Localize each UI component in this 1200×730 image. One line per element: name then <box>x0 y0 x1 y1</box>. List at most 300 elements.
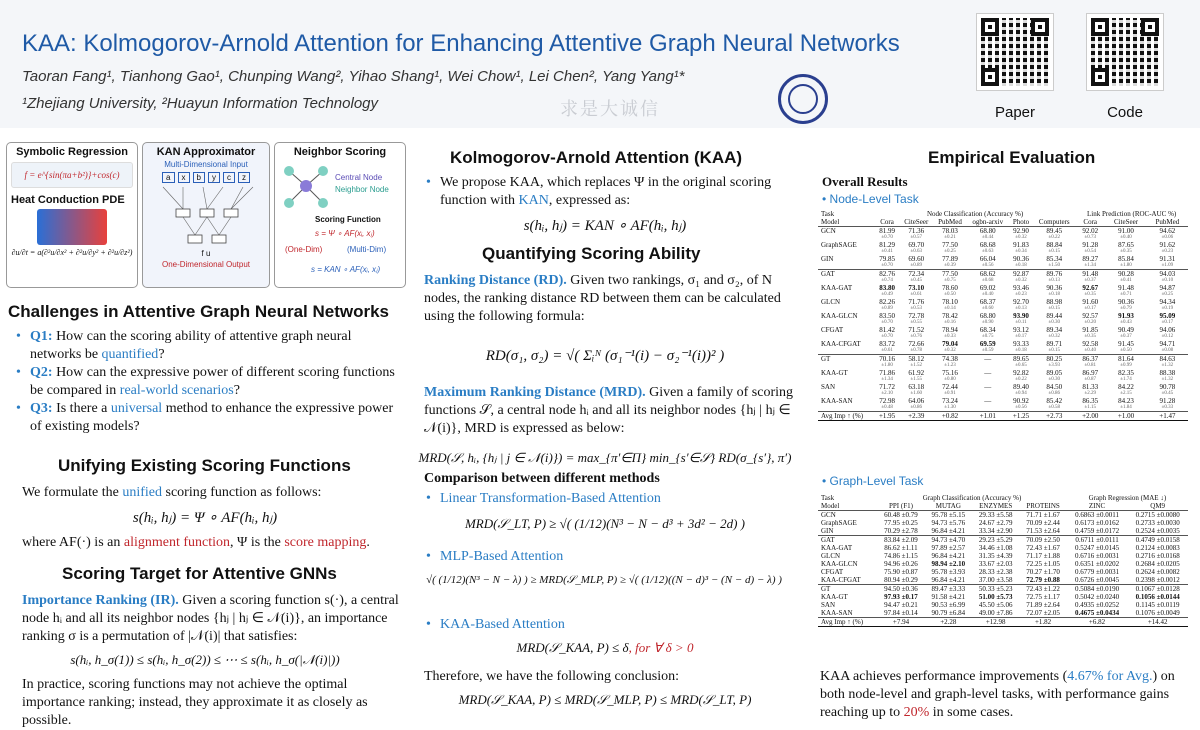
neighbor-scoring-panel <box>274 142 406 288</box>
table-cell: 92.87 <box>1009 270 1034 279</box>
table-column-header: PPI (F1) <box>889 502 913 510</box>
table-column-header: CiteSeer <box>904 218 929 226</box>
table-cell: 0.6173 ±0.0162 <box>1074 519 1120 527</box>
table-cell: 0.5247 ±0.0145 <box>1074 544 1120 552</box>
neighbor-scoring-title: Neighbor Scoring <box>293 146 387 158</box>
mrd-label: Maximum Ranking Distance (MRD). <box>424 385 646 400</box>
table-std-cell: ±0.80 <box>944 377 956 382</box>
table-cell: 94.06 <box>1159 326 1176 334</box>
table-cell: 94.50 ±0.36 <box>877 585 924 594</box>
table-std-cell: ±0.54 <box>1084 249 1096 254</box>
table-std-cell: ±0.50 <box>944 292 956 297</box>
table-row-model: KAA-GAT <box>821 544 853 552</box>
table-std-cell: ±0.41 <box>1120 278 1132 283</box>
table-group-header: Node Classification (Accuracy %) <box>926 210 1024 218</box>
table-cell: 78.94 <box>942 326 958 334</box>
blackboard-icon <box>11 162 133 188</box>
table-cell: 63.18 <box>908 383 925 391</box>
score-mapping-highlight: score mapping <box>284 535 367 550</box>
table-std-cell: ±0.89 <box>910 263 923 268</box>
mlp-equation: √( (1/12)(N³ − N − λ) ) ≥ MRD(𝒮_MLP, P) ≥ √( (1/12)((N − d)³ − (N − d) − λ) ) <box>426 574 782 586</box>
ir-label: Importance Ranking (IR). <box>22 593 179 608</box>
unify-text: We formulate the <box>22 485 123 500</box>
table-cell: 87.65 <box>1118 241 1134 249</box>
table-std-cell: ±0.10 <box>1161 278 1174 283</box>
table-row <box>818 298 1188 306</box>
table-cell: 94.73 ±4.70 <box>925 536 972 545</box>
table-cell: 71.76 <box>908 298 925 306</box>
table-cell: 37.00 ±3.58 <box>978 576 1013 584</box>
table-cell: 85.84 <box>1118 255 1134 263</box>
table-column-header: ogbn-arxiv <box>972 218 1004 226</box>
node-level-table-wrap <box>818 210 1188 421</box>
table-cell: 95.09 <box>1159 312 1176 320</box>
table-cell: 81.42 <box>879 326 895 334</box>
table-cell: 71.36 <box>899 227 933 236</box>
table-cell: 86.35 <box>1082 397 1099 405</box>
table-cell: 72.07 ±2.05 <box>1026 609 1060 617</box>
table-cell: 73.10 <box>908 284 925 292</box>
table-std-cell: ±0.40 <box>981 292 994 297</box>
table-cell: 71.89 ±2.64 <box>1026 601 1060 609</box>
table-cell: 84.63 <box>1147 355 1188 364</box>
table-row-model: KAA-CFGAT <box>821 340 861 348</box>
table-std-cell: ±0.56 <box>981 263 994 268</box>
overview-figure <box>6 142 406 290</box>
table-cell: 72.66 <box>908 340 925 348</box>
table-model-header: Model <box>821 502 840 510</box>
table-cell: — <box>984 397 992 405</box>
table-cell: 68.68 <box>979 241 996 249</box>
table-std-cell: ±0.33 <box>944 334 956 339</box>
table-std-cell: ±0.73 <box>1084 235 1096 240</box>
quantifying-heading: Quantifying Scoring Ability <box>482 244 701 263</box>
neighbor-node-legend: Neighbor Node <box>335 185 389 194</box>
table-cell: 51.00 ±5.73 <box>978 593 1013 601</box>
kaa-intro-text: , expressed as: <box>548 193 631 208</box>
table-std-cell: ±1.34 <box>881 377 893 382</box>
table-cell: 89.45 <box>1033 227 1075 236</box>
table-std-cell: ±0.68 <box>981 278 994 283</box>
table-cell: 94.96 ±0.26 <box>884 560 918 568</box>
table-cell: 85.34 <box>1046 255 1063 263</box>
table-cell: 72.79 ±0.88 <box>1026 576 1060 584</box>
table-row-model: GAT <box>818 270 875 279</box>
table-std-cell: ±0.89 <box>881 306 893 311</box>
table-cell: 0.2715 ±0.0080 <box>1127 511 1188 520</box>
table-std-cell: ±0.70 <box>881 263 893 268</box>
table-cell: 94.03 <box>1147 270 1188 279</box>
table-cell: +1.95 <box>875 412 899 421</box>
table-cell: 97.84 ±0.14 <box>884 609 918 617</box>
table-cell: 71.71 ±1.67 <box>1019 511 1066 520</box>
table-std-cell: ±0.22 <box>1015 377 1027 382</box>
table-cell: 69.60 <box>908 255 925 263</box>
table-std-cell: ±0.08 <box>1161 348 1174 353</box>
table-cell: 0.6863 ±0.0011 <box>1067 511 1128 520</box>
table-cell: 72.34 <box>899 270 933 279</box>
table-cell: +1.47 <box>1147 412 1188 421</box>
table-cell: 80.25 <box>1033 355 1075 364</box>
table-cell: 71.72 <box>879 383 895 391</box>
table-row-model: KAA-GLCN <box>821 560 858 568</box>
table-row-model: KAA-SAN <box>821 609 853 617</box>
table-std-cell: ±1.60 <box>910 391 923 396</box>
graph-level-text: Graph-Level Task <box>829 474 924 488</box>
q2-text: How can the expressive power of different scoring functions be compared in <box>30 365 395 398</box>
input-nodes <box>143 172 269 183</box>
symbolic-regression-panel <box>6 142 138 288</box>
table-std-cell: ±0.76 <box>910 334 923 339</box>
table-cell: 60.48 ±0.79 <box>877 511 924 520</box>
kaa-equation: s(hᵢ, hⱼ) = KAN ∘ AF(hᵢ, hⱼ) <box>523 218 687 234</box>
table-model-header: Model <box>821 218 840 226</box>
table-std-cell: ±0.32 <box>1015 235 1027 240</box>
table-row <box>818 255 1188 263</box>
lt-method-list <box>410 490 800 508</box>
table-std-cell: ±0.70 <box>881 334 893 339</box>
table-cell: 89.05 <box>1046 369 1063 377</box>
kaa-method-label: • KAA-Based Attention <box>440 616 800 634</box>
table-cell: 90.49 <box>1118 326 1134 334</box>
table-cell: 91.28 <box>1082 241 1099 249</box>
unify-text: , Ψ is the <box>230 535 285 550</box>
table-cell: 0.1056 ±0.0144 <box>1135 593 1180 601</box>
input-node: c <box>223 172 235 183</box>
table-row-model: Avg Imp ↑ (%) <box>818 618 877 627</box>
table-group-header: Graph Classification (Accuracy %) <box>922 494 1022 502</box>
table-cell: 69.02 <box>979 284 996 292</box>
table-cell: 68.80 <box>967 227 1009 236</box>
table-row <box>818 412 1188 421</box>
table-cell: 83.50 <box>879 312 895 320</box>
table-cell: 89.34 <box>1046 326 1063 334</box>
table-cell: 28.33 ±2.38 <box>978 568 1013 576</box>
right-column <box>808 140 1200 720</box>
table-cell: — <box>984 369 992 377</box>
table-cell: 0.4759 ±0.0172 <box>1074 527 1120 535</box>
table-std-cell: ±0.61 <box>881 348 893 353</box>
table-row <box>818 326 1188 334</box>
input-node: a <box>162 172 174 183</box>
table-row <box>818 544 1188 552</box>
table-cell: 0.4675 ±0.0434 <box>1074 609 1120 617</box>
table-cell: 77.50 <box>933 270 967 279</box>
one-dim-output-label: One-Dimensional Output <box>161 260 251 269</box>
q3-text: Is there a <box>52 401 111 416</box>
table-column-header: Cora <box>1083 218 1098 226</box>
table-std-cell: ±0.81 <box>1084 363 1096 368</box>
table-cell: 72.25 ±1.05 <box>1026 560 1060 568</box>
table-std-cell: ±0.58 <box>1048 405 1061 410</box>
table-cell: 88.84 <box>1046 241 1063 249</box>
table-std-cell: ±0.86 <box>910 405 923 410</box>
table-row-model: GCN <box>818 227 875 236</box>
table-row-model: SAN <box>821 383 836 391</box>
table-cell: 49.00 ±7.86 <box>978 609 1013 617</box>
table-std-cell: ±0.25 <box>1161 292 1174 297</box>
table-row <box>818 241 1188 249</box>
table-row <box>818 397 1188 405</box>
table-cell: 90.79 ±6.84 <box>931 609 966 617</box>
table-cell: 82.76 <box>875 270 899 279</box>
table-cell: 89.47 ±3.33 <box>925 585 972 594</box>
table-std-cell: ±0.15 <box>1048 306 1061 311</box>
input-node: y <box>208 172 220 183</box>
rd-label: Ranking Distance (RD). <box>424 273 567 288</box>
table-std-cell: ±0.61 <box>910 292 923 297</box>
table-std-cell: ±0.14 <box>944 306 956 311</box>
table-cell: 71.17 ±1.88 <box>1026 552 1060 560</box>
table-row <box>818 568 1188 576</box>
table-row <box>818 585 1188 594</box>
table-row <box>818 527 1188 536</box>
kaa-method-list <box>410 616 800 634</box>
table-row-model: GIN <box>821 527 834 535</box>
table-std-cell: ±0.33 <box>1161 405 1174 410</box>
table-row-model: SAN <box>821 601 836 609</box>
table-std-cell: ±1.50 <box>1048 263 1061 268</box>
table-cell: 93.33 <box>1013 340 1029 348</box>
table-cell: 68.34 <box>979 326 996 334</box>
table-std-cell: ±1.15 <box>1084 405 1096 410</box>
table-std-cell: ±3.93 <box>1048 363 1061 368</box>
table-row <box>818 560 1188 568</box>
table-std-cell: ±0.30 <box>1048 377 1061 382</box>
table-cell: 64.06 <box>908 397 925 405</box>
conclusion-equation: MRD(𝒮_KAA, P) ≤ MRD(𝒮_MLP, P) ≤ MRD(𝒮_LT, P) <box>458 692 752 707</box>
table-cell: 71.86 <box>879 369 895 377</box>
lt-method-label: • Linear Transformation-Based Attention <box>440 490 800 508</box>
table-std-cell: ±0.87 <box>1084 377 1096 382</box>
table-cell: 0.2624 ±0.0082 <box>1135 568 1180 576</box>
table-column-header: Computers <box>1038 218 1070 226</box>
table-cell: 89.40 <box>1013 383 1029 391</box>
alignment-function-highlight: alignment function <box>123 535 231 550</box>
table-row-model: KAA-GT <box>821 593 848 601</box>
table-cell: 82.26 <box>879 298 895 306</box>
table-cell: 89.76 <box>1033 270 1075 279</box>
table-std-cell: ±1.80 <box>1120 263 1132 268</box>
symbolic-regression-title: Symbolic Regression <box>16 146 128 158</box>
table-cell: 92.58 <box>1082 340 1099 348</box>
table-row-model: GLCN <box>821 298 841 306</box>
table-row <box>818 601 1188 609</box>
table-std-cell: ±0.34 <box>1015 249 1027 254</box>
table-cell: 0.1145 ±0.0119 <box>1135 601 1180 609</box>
table-cell: 68.80 <box>979 312 996 320</box>
table-std-cell: ±0.91 <box>944 391 956 396</box>
table-cell: 61.92 <box>908 369 925 377</box>
table-std-cell: ±0.99 <box>1120 363 1132 368</box>
table-std-cell: ±0.17 <box>1015 334 1027 339</box>
table-cell: 68.62 <box>967 270 1009 279</box>
table-row <box>818 609 1188 618</box>
table-cell: 92.70 <box>1013 298 1029 306</box>
kaa-intro-item <box>440 174 790 210</box>
unify-text: scoring function as follows: <box>162 485 322 500</box>
table-column-header: MUTAG <box>935 502 961 510</box>
table-std-cell: ±0.13 <box>1048 278 1061 283</box>
table-cell: 93.12 <box>1013 326 1029 334</box>
table-cell: 91.31 <box>1159 255 1176 263</box>
table-column-header: CiteSeer <box>1113 218 1139 226</box>
table-cell: 78.03 <box>933 227 967 236</box>
table-cell: 75.90 ±0.87 <box>884 568 918 576</box>
table-cell: 0.2124 ±0.0083 <box>1135 544 1180 552</box>
kaa-mrd-equation <box>410 640 800 656</box>
table-cell: 82.35 <box>1118 369 1134 377</box>
table-row-model: KAA-CFGAT <box>821 576 861 584</box>
table-std-cell: ±0.06 <box>1161 235 1174 240</box>
table-cell: 0.1076 ±0.0049 <box>1135 609 1180 617</box>
table-cell: 0.6779 ±0.0031 <box>1074 568 1120 576</box>
heat-pde-title: Heat Conduction PDE <box>11 194 125 206</box>
q3-label: Q3: <box>30 401 53 416</box>
table-cell: +1.00 <box>1105 412 1147 421</box>
table-cell: 90.36 <box>1013 255 1029 263</box>
table-cell: 74.38 <box>933 355 967 364</box>
table-column-header: ZINC <box>1088 502 1106 510</box>
table-cell: 73.24 <box>942 397 958 405</box>
challenge-q3 <box>30 400 400 436</box>
table-cell: 96.84 ±4.21 <box>931 527 966 535</box>
table-cell: 91.28 <box>1159 397 1176 405</box>
table-cell: 90.36 <box>1046 284 1063 292</box>
table-std-cell: ±0.55 <box>910 320 923 325</box>
challenges-list <box>0 328 400 436</box>
table-std-cell: ±0.75 <box>944 278 956 283</box>
table-cell: 84.50 <box>1046 383 1063 391</box>
table-cell: 91.48 <box>1075 270 1105 279</box>
table-row-model: GraphSAGE <box>821 241 857 249</box>
table-cell: 97.93 ±0.17 <box>884 593 918 601</box>
table-row <box>818 312 1188 320</box>
table-cell: 94.87 <box>1159 284 1176 292</box>
input-node: x <box>178 172 190 183</box>
table-group-header: Link Prediction (ROC-AUC %) <box>1087 210 1177 218</box>
avg-improvement-highlight: 4.67% for Avg. <box>1067 669 1153 684</box>
scoring-kan-formula: s = KAN ∘ AF(xᵢ, xⱼ) <box>311 265 381 274</box>
affiliations: ¹Zhejiang University, ²Huayun Information Technology <box>22 95 379 112</box>
table-row-model: Avg Imp ↑ (%) <box>818 412 875 421</box>
table-cell: 91.00 <box>1105 227 1147 236</box>
table-row <box>818 618 1188 627</box>
table-cell: 92.02 <box>1075 227 1105 236</box>
table-row <box>818 227 1188 236</box>
table-cell: 93.90 <box>1013 312 1029 320</box>
kan-network-diagram <box>143 183 271 249</box>
table-cell: 0.6711 ±0.0111 <box>1067 536 1128 545</box>
table-std-cell: ±1.84 <box>1120 405 1132 410</box>
table-cell: 90.28 <box>1105 270 1147 279</box>
table-cell: 92.90 <box>1009 227 1034 236</box>
kaa-intro-text: We propose KAA, which replaces Ψ in the original scoring function with <box>440 175 772 208</box>
lt-equation: MRD(𝒮_LT, P) ≥ √( (1/12)(N³ − N − d³ + 3d² − 2d) ) <box>464 516 746 531</box>
table-std-cell: ±0.12 <box>1161 334 1174 339</box>
table-cell: 86.97 <box>1082 369 1099 377</box>
table-cell: +2.39 <box>899 412 933 421</box>
q2-label: Q2: <box>30 365 53 380</box>
code-qr-code-icon[interactable] <box>1087 14 1163 90</box>
table-std-cell: ±0.71 <box>1120 292 1132 297</box>
table-cell: 70.16 <box>875 355 899 364</box>
table-column-header: PubMed <box>1155 218 1180 226</box>
table-cell: 77.95 ±0.25 <box>884 519 918 527</box>
table-cell: 83.80 <box>879 284 895 292</box>
table-cell: — <box>967 355 1009 364</box>
table-std-cell: ±1.32 <box>1161 363 1174 368</box>
kaa-mrd-formula: MRD(𝒮_KAA, P) ≤ δ <box>516 640 629 655</box>
table-cell: 94.47 ±0.21 <box>884 601 918 609</box>
table-cell: 0.6716 ±0.0031 <box>1074 552 1120 560</box>
table-cell: 91.93 <box>1118 312 1134 320</box>
table-std-cell: ±0.11 <box>1015 320 1027 325</box>
paper-qr-code-icon[interactable] <box>977 14 1053 90</box>
table-cell: 79.85 <box>879 255 895 263</box>
table-std-cell: ±0.22 <box>1048 235 1061 240</box>
table-row <box>818 511 1188 520</box>
graph-level-table-wrap <box>818 494 1188 627</box>
q2-highlight: real-world scenarios <box>119 383 234 398</box>
table-cell: 91.45 <box>1118 340 1134 348</box>
author-list: Taoran Fang¹, Tianhong Gao¹, Chunping Wang², Yihao Shang¹, Wei Chow¹, Lei Chen², Yang Yang¹* <box>22 68 685 85</box>
table-std-cell: ±1.09 <box>1161 263 1174 268</box>
table-std-cell: ±0.35 <box>1084 292 1096 297</box>
table-cell: 91.62 <box>1159 241 1176 249</box>
table-cell: 75.16 <box>942 369 958 377</box>
node-level-text: Node-Level Task <box>829 192 919 206</box>
max-gain-highlight: 20% <box>903 705 930 720</box>
scoring-function-label: Scoring Function <box>315 215 381 224</box>
central-node-legend: Central Node <box>335 173 383 182</box>
table-std-cell: ±0.43 <box>1120 320 1132 325</box>
table-std-cell: ±0.20 <box>1084 320 1096 325</box>
table-cell: 94.34 <box>1159 298 1176 306</box>
summary-text: ) on both node-level and graph-level tasks, with performance gains reaching up to <box>820 669 1175 720</box>
table-cell: 69.59 <box>979 340 996 348</box>
table-std-cell: ±0.17 <box>1084 306 1096 311</box>
ir-text: Given a scoring function s(·), a central node hᵢ and all its neighbor nodes {hⱼ | hⱼ ∈ 𝒩(i)}, an importance ranking σ is a permutation of |𝒩(i)| that satisfies: <box>22 593 399 644</box>
table-task-header: Task <box>821 210 835 218</box>
table-row <box>818 536 1188 545</box>
table-cell: 72.44 <box>942 383 958 391</box>
table-cell: 33.67 ±2.03 <box>978 560 1013 568</box>
table-std-cell: ±0.56 <box>1015 405 1027 410</box>
kan-highlight: KAN <box>518 193 549 208</box>
table-cell: 90.78 <box>1159 383 1176 391</box>
comparison-heading: Comparison between different methods <box>424 471 660 486</box>
table-cell: 89.27 <box>1082 255 1099 263</box>
q3-highlight: universal <box>110 401 163 416</box>
scoring-af-formula: s = Ψ ∘ AF(xᵢ, xⱼ) <box>315 229 375 238</box>
table-std-cell: ±2.29 <box>1084 391 1096 396</box>
table-std-cell: ±0.41 <box>881 249 893 254</box>
table-cell: 97.89 ±2.57 <box>931 544 966 552</box>
table-cell: 96.84 ±4.21 <box>931 576 966 584</box>
table-row-model: GraphSAGE <box>821 519 857 527</box>
q1-label: Q1: <box>30 329 53 344</box>
table-cell: 94.71 <box>1159 340 1176 348</box>
table-cell: 78.60 <box>942 284 958 292</box>
table-std-cell: ±0.15 <box>1048 348 1061 353</box>
table-cell: 72.43 ±1.22 <box>1019 585 1066 594</box>
table-row-model: KAA-GAT <box>821 284 853 292</box>
table-std-cell: ±0.23 <box>1161 249 1174 254</box>
mlp-method-label: • MLP-Based Attention <box>440 548 800 566</box>
table-std-cell: ±0.49 <box>881 292 893 297</box>
table-cell: 91.58 ±4.21 <box>931 593 966 601</box>
